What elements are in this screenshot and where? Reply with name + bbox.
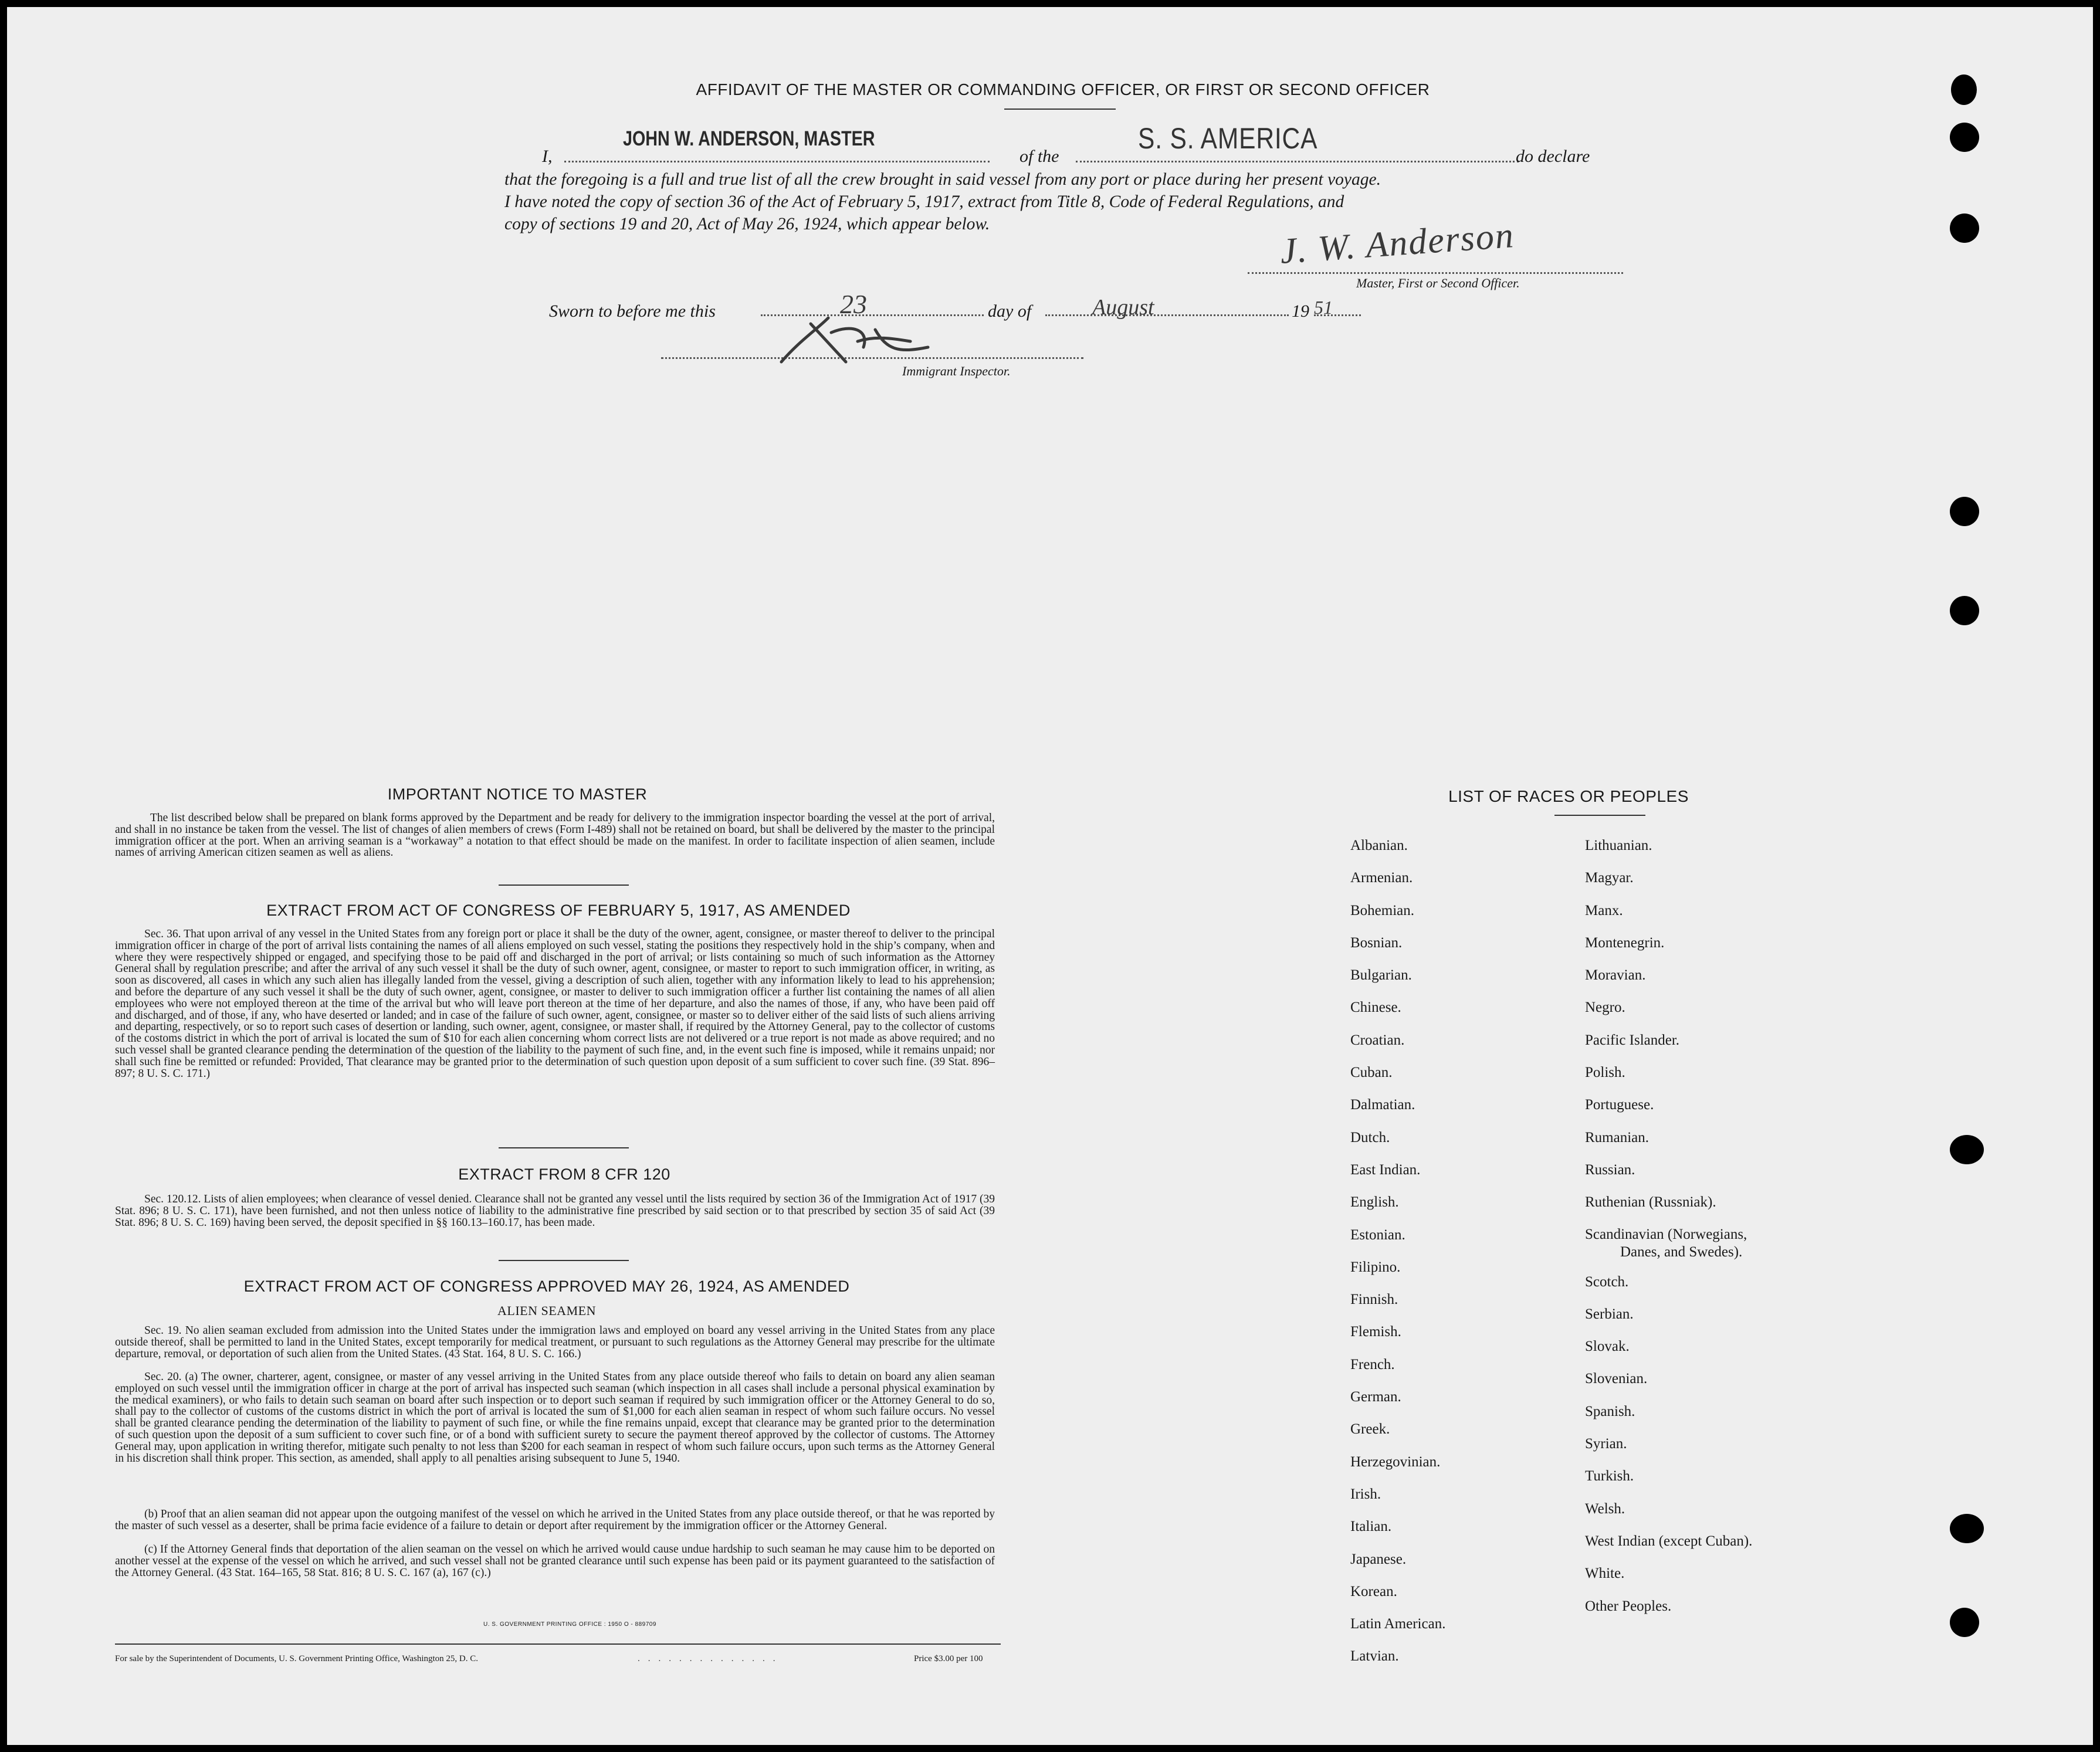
sec-20a-text: Sec. 20. (a) The owner, charterer, agent, consignee, or master of any vessel arriving in the United States from any place outside thereof who fails to detain on board any alien seaman employed on such vessel until the immigration officer in charge at the port of arrival has inspected such seaman (which inspection in all cases shall include a personal physical examination by the medical examiners), or who fails to detain such seaman on board after such inspection or to deport such seaman if required by such immigration officer or the Attorney General to do so, shall pay to the collector of customs of the customs district in which the port of arrival is located the sum of $1,000 for each alien seaman in respect of whom such failure occurs. No vessel shall be granted clearance pending the determination of the liability to payment of such fine, or while the fine remains unpaid, except that clearance may be granted prior to the determination of such question upon the deposit of a sum sufficient to cover such fine, or of a bond with sufficient surety to secure the payment thereof approved by the collector of customs. The Attorney General may, upon application in writing therefor, mitigate such penalty to not less than $200 for each seaman in respect of whom such failure occurs, upon such terms as the Attorney General in his discretion shall think proper. This section, as amended, shall apply to all penalties arising subsequent to June 5, 1940.	[115, 1371, 995, 1465]
do-declare-label: do declare	[1516, 147, 1590, 166]
title-rule	[1004, 109, 1116, 110]
race-item: Portuguese.	[1585, 1097, 1654, 1113]
punch-hole	[1950, 596, 1979, 625]
i-label: I,	[542, 147, 553, 166]
race-item: Albanian.	[1350, 838, 1408, 853]
footer-rule	[115, 1643, 1001, 1645]
race-item: Lithuanian.	[1585, 838, 1652, 853]
vessel-line	[1076, 161, 1519, 162]
punch-hole	[1950, 123, 1979, 152]
gpo-imprint: U. S. GOVERNMENT PRINTING OFFICE : 1950 O - 889709	[483, 1621, 656, 1628]
cfr-text: Sec. 120.12. Lists of alien employees; when clearance of vessel denied. Clearance shall not be granted any vessel until the lists required by section 36 of the Immigration Act of 1917 (39 Stat. 896; 8 U. S. C. 171), have been furnished, and not then unless notice of liability to the administrative fine prescribed by said section or to that prescribed by section 35 of said Act (39 Stat. 896; 8 U. S. C. 169) having been served, the deposit specified in §§ 160.13–160.17, has been made.	[115, 1193, 995, 1229]
race-item: Rumanian.	[1585, 1129, 1649, 1146]
punch-hole	[1950, 214, 1979, 243]
rule-2	[499, 1147, 629, 1148]
race-item: Greek.	[1350, 1421, 1390, 1438]
race-item: Bohemian.	[1350, 902, 1415, 919]
race-item: Herzegovinian.	[1350, 1453, 1441, 1470]
punch-hole	[1950, 1608, 1979, 1637]
alien-seamen-subtitle: ALIEN SEAMEN	[497, 1303, 596, 1318]
of-the-label: of the	[1019, 147, 1059, 166]
rule-1	[499, 885, 629, 886]
race-item: Dalmatian.	[1350, 1097, 1415, 1113]
race-item: Manx.	[1585, 902, 1623, 919]
races-right-column	[1585, 829, 1752, 1622]
race-item: Polish.	[1585, 1065, 1625, 1081]
vessel-stamp: S. S. AMERICA	[1138, 122, 1318, 155]
race-item: Ruthenian (Russniak).	[1585, 1194, 1716, 1211]
race-item: Scandinavian (Norwegians,	[1585, 1226, 1747, 1242]
race-item: French.	[1350, 1356, 1395, 1373]
master-name-stamp: JOHN W. ANDERSON, MASTER	[623, 127, 875, 150]
document-page	[7, 7, 2093, 1745]
extract-1924-title: EXTRACT FROM ACT OF CONGRESS APPROVED MAY 26, 1924, AS AMENDED	[243, 1277, 850, 1295]
day-of-label: day of	[988, 301, 1032, 321]
race-item: German.	[1350, 1389, 1401, 1405]
sec-20b-text: (b) Proof that an alien seaman did not appear upon the outgoing manifest of the vessel on which he arrived in the United States from any place outside thereof, or that he was reported by the master of such vessel as a deserter, shall be prima facie evidence of a failure to detain or deport after requirement by the immigration officer or the Attorney General.	[115, 1508, 995, 1532]
sworn-label: Sworn to before me this	[549, 301, 716, 321]
race-item: Korean.	[1350, 1583, 1397, 1599]
punch-hole	[1950, 1135, 1984, 1164]
race-item: Latvian.	[1350, 1648, 1399, 1665]
rule-3	[499, 1260, 629, 1261]
races-rule	[1554, 815, 1645, 816]
race-item: Slovak.	[1585, 1338, 1630, 1355]
race-item: Russian.	[1585, 1161, 1635, 1178]
race-item: Japanese.	[1350, 1551, 1407, 1567]
race-item: Danes, and Swedes).	[1620, 1243, 1743, 1260]
race-item: Spanish.	[1585, 1403, 1635, 1419]
affidavit-title: AFFIDAVIT OF THE MASTER OR COMMANDING OFFICER, OR FIRST OR SECOND OFFICER	[696, 80, 1430, 99]
year-prefix: 19	[1292, 301, 1309, 321]
cfr-title: EXTRACT FROM 8 CFR 120	[458, 1165, 670, 1183]
race-item: Finnish.	[1350, 1292, 1398, 1308]
footer-leader: ..............	[638, 1654, 784, 1663]
affidavit-body-line-1: that the foregoing is a full and true list of all the crew brought in said vessel from any port or place during her present voyage.	[504, 170, 1381, 189]
month-line	[1045, 314, 1289, 316]
race-item: Irish.	[1350, 1486, 1381, 1502]
inspector-signature-scribble	[775, 306, 934, 371]
race-item: Bulgarian.	[1350, 967, 1412, 984]
notice-text: The list described below shall be prepared on blank forms approved by the Department and be ready for delivery to the immigration inspector boarding the vessel at the port of arrival, and shall in no instance be taken from the vessel. The list of changes of alien members of crews (Form I-489) shall not be retained on board, but shall be delivered by the master to the principal immigration officer at the port. When an arriving seaman is a “workaway” a notation to that effect should be made on the manifest. In order to facilitate inspection of alien seamen, include names of arriving American citizen seamen as well as aliens.	[115, 812, 995, 859]
race-item: Flemish.	[1350, 1324, 1401, 1340]
races-title: LIST OF RACES OR PEOPLES	[1448, 787, 1689, 805]
race-item: Magyar.	[1585, 870, 1634, 886]
extract-1917-title: EXTRACT FROM ACT OF CONGRESS OF FEBRUARY 5, 1917, AS AMENDED	[266, 902, 851, 919]
race-item: Armenian.	[1350, 870, 1413, 886]
race-item: Filipino.	[1350, 1259, 1401, 1275]
race-item: Croatian.	[1350, 1032, 1405, 1048]
race-item: Serbian.	[1585, 1306, 1634, 1322]
punch-hole	[1950, 497, 1979, 526]
for-sale-note: For sale by the Superintendent of Documents, U. S. Government Printing Office, Washington 25, D. C.	[115, 1654, 478, 1663]
race-item: Chinese.	[1350, 999, 1401, 1016]
master-signature-line	[1248, 272, 1623, 274]
year-value: 51	[1314, 297, 1333, 318]
race-item: Pacific Islander.	[1585, 1032, 1680, 1048]
race-item: Moravian.	[1585, 967, 1646, 984]
race-item: Italian.	[1350, 1519, 1392, 1535]
race-item: West Indian (except Cuban).	[1585, 1533, 1753, 1549]
race-item: White.	[1585, 1565, 1625, 1582]
race-item: English.	[1350, 1194, 1399, 1211]
race-item: Estonian.	[1350, 1226, 1405, 1243]
year-line	[1314, 314, 1361, 316]
race-item: Turkish.	[1585, 1468, 1634, 1485]
race-item: Other Peoples.	[1585, 1598, 1672, 1614]
race-item: Welsh.	[1585, 1500, 1625, 1517]
race-item: Latin American.	[1350, 1616, 1446, 1632]
sec-19-text: Sec. 19. No alien seaman excluded from admission into the United States under the immigration laws and employed on board any vessel arriving in the United States from any place outside thereof, shall be permitted to land in the United States, except temporarily for medical treatment, or pursuant to such regulations as the Attorney General may prescribe for the ultimate departure, removal, or deportation of such alien from the United States. (43 Stat. 164, 8 U. S. C. 166.)	[115, 1324, 995, 1360]
races-left-column	[1350, 829, 1445, 1673]
race-item: Montenegrin.	[1585, 934, 1665, 951]
race-item: Bosnian.	[1350, 934, 1403, 951]
day-value: 23	[840, 289, 867, 319]
affidavit-body-line-3: copy of sections 19 and 20, Act of May 26, 1924, which appear below.	[504, 215, 990, 233]
sec-20c-text: (c) If the Attorney General finds that deportation of the alien seaman on the vessel on which he arrived would cause undue hardship to such seaman he may cause him to be deported on another vessel at the expense of the vessel on which he arrived, and such vessel shall not be granted clearance until such expense has been paid or its payment guaranteed to the satisfaction of the Attorney General. (43 Stat. 164–165, 58 Stat. 816; 8 U. S. C. 167 (a), 167 (c).)	[115, 1543, 995, 1579]
master-signature-caption: Master, First or Second Officer.	[1356, 276, 1520, 290]
race-item: Scotch.	[1585, 1273, 1629, 1290]
race-item: Dutch.	[1350, 1129, 1390, 1146]
punch-hole	[1950, 1514, 1984, 1543]
race-item: Negro.	[1585, 999, 1625, 1016]
punch-hole	[1951, 74, 1977, 105]
notice-title: IMPORTANT NOTICE TO MASTER	[387, 785, 648, 803]
inspector-caption: Immigrant Inspector.	[902, 364, 1011, 378]
race-item: Syrian.	[1585, 1436, 1627, 1452]
extract-1917-text: Sec. 36. That upon arrival of any vessel in the United States from any foreign port or place it shall be the duty of the owner, agent, consignee, or master thereof to deliver to the principal immigration officer in charge of the port of arrival lists containing the names of all aliens employed on such vessel, stating the positions they respectively hold in the ship’s company, when and where they were respectively shipped or engaged, and specifying those to be paid off and discharged in the port of arrival; or lists containing so much of such information as the Attorney General shall by regulation prescribe; and after the arrival of any such vessel it shall be the duty of such owner, agent, consignee, or master to report to such immigration officer, in writing, as soon as discovered, all cases in which any such alien has illegally landed from the vessel, giving a description of such alien, together with any information likely to lead to his apprehension; and before the departure of any such vessel it shall be the duty of such owner, agent, consignee, or master to deliver to such immigration officer a further list containing the names of all alien employees who were not employed thereon at the time of the arrival but who will leave port thereon at the time of her departure, and also the names of those, if any, who have been paid off and discharged, and of those, if any, who have deserted or landed; and in case of the failure of such owner, agent, consignee, or master so to deliver either of the said lists of such aliens arriving and departing, respectively, or so to report such cases of desertion or landing, such owner, agent, consignee, or master shall, if required by the Attorney General, pay to the collector of customs of the costoms district in which the port of arrival is located the sum of $10 for each alien concerning whom correct lists are not delivered or a true report is not made as above required; and no such vessel shall be granted clearance pending the determination of the question of the liability to the payment of such fine, and, in the event such fine is imposed, while it remains unpaid; nor shall such fine be remitted or refunded: Provided, That clearance may be granted prior to the determination of such question upon deposit of a sum sufficient to cover such fine. (39 Stat. 896–897; 8 U. S. C. 171.)	[115, 928, 995, 1080]
master-signature: J. W. Anderson	[1279, 215, 1516, 272]
affidavit-body-line-2: I have noted the copy of section 36 of the Act of February 5, 1917, extract from Title 8, Code of Federal Regulations, and	[504, 192, 1344, 211]
race-item: East Indian.	[1350, 1161, 1421, 1178]
master-name-line	[564, 161, 990, 162]
month-value: August	[1092, 295, 1154, 320]
race-item: Slovenian.	[1585, 1371, 1648, 1387]
race-item: Cuban.	[1350, 1065, 1393, 1081]
price-note: Price $3.00 per 100	[914, 1654, 983, 1663]
